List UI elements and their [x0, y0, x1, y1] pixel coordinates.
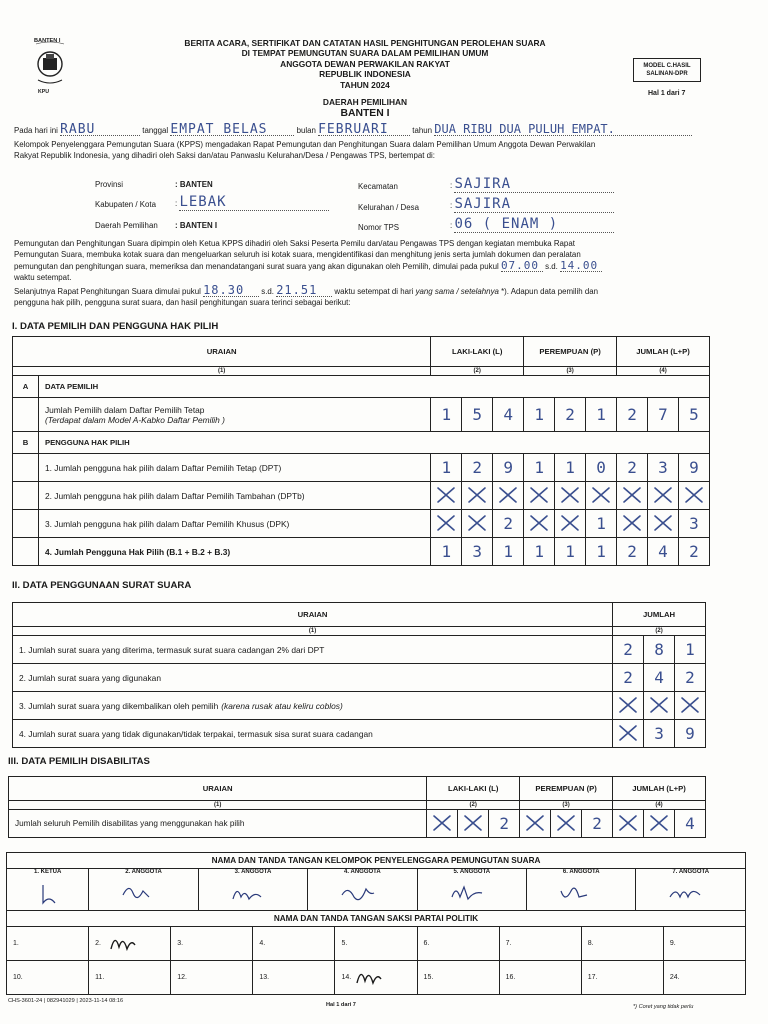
col-jumlah: JUMLAH (L+P) [613, 777, 706, 801]
tanggal-value: EMPAT BELAS [170, 124, 294, 136]
subsection-title: DATA PEMILIH [38, 376, 709, 398]
saksi-title: NAMA DAN TANDA TANGAN SAKSI PARTAI POLITIK [7, 911, 746, 927]
crossed-cell [520, 810, 551, 838]
saksi-signature-cell [335, 961, 417, 995]
saksi-number: 12. [177, 974, 187, 981]
row-label [13, 636, 613, 664]
digit-cell: 1 [493, 538, 524, 566]
start-time-2: 18.30 [203, 285, 259, 297]
section3-title: III. DATA PEMILIH DISABILITAS [8, 756, 150, 767]
crossed-cell [555, 482, 586, 510]
saksi-number: 15. [423, 974, 434, 981]
model-line: MODEL C.HASIL [643, 63, 691, 69]
intro-text: Rakyat Republik Indonesia, yang dihadiri oleh Saksi dan/atau Panwaslu Kelurahan/Desa / Pengawas TPS, bertempat di: [14, 151, 435, 160]
process-paragraph [14, 238, 759, 308]
crossed-cell [613, 810, 644, 838]
process-text: waktu setempat di hari [334, 287, 414, 296]
col-uraian: URAIAN [9, 777, 427, 801]
crossed-cell [524, 510, 555, 538]
crossed-cell [431, 482, 462, 510]
kpps-role-label: 7. ANGGOTA [672, 869, 710, 875]
title-line: DI TEMPAT PEMUNGUTAN SUARA DALAM PEMILIHAN UMUM [241, 48, 489, 59]
intro-text: Kelompok Penyelenggara Pemungutan Suara (KPPS) mengadakan Rapat Pemungutan dan Penghitungan Suara dalam Pemilihan Umum Anggota Dewan Perwakilan [14, 140, 596, 149]
crossed-cell [586, 482, 617, 510]
logo-bottom-text: KPU [38, 89, 49, 95]
section2-title: II. DATA PENGGUNAAN SURAT SUARA [12, 580, 192, 591]
table-row [13, 398, 710, 432]
digit-cell: 7 [648, 398, 679, 432]
digit-cell: 1 [586, 538, 617, 566]
kpps-signature-cell [198, 869, 307, 911]
row-label: 1. Jumlah pengguna hak pilih dalam Daftar Pemilih Tetap (DPT) [38, 454, 430, 482]
saksi-signature-cell [7, 961, 89, 995]
saksi-number: 11. [95, 974, 105, 981]
saksi-signature-row [7, 927, 746, 961]
digit-cell: 1 [524, 454, 555, 482]
digit-cell: 1 [431, 454, 462, 482]
sd-label: s.d. [545, 262, 558, 271]
row-label [13, 692, 613, 720]
crossed-cell [644, 810, 675, 838]
process-text: waktu setempat. [14, 273, 72, 282]
saksi-signature-cell [499, 927, 581, 961]
saksi-signature-cell [499, 961, 581, 995]
crossed-cell [617, 510, 648, 538]
daerah-value: BANTEN I [340, 108, 390, 119]
digit-cell: 0 [586, 454, 617, 482]
crossed-cell [462, 510, 493, 538]
crossed-cell [427, 810, 458, 838]
saksi-signature-cell [253, 927, 335, 961]
digit-cell: 2 [462, 454, 493, 482]
digit-cell: 4 [674, 810, 705, 838]
digit-cell: 2 [675, 664, 706, 692]
saksi-signature-cell [663, 927, 745, 961]
saksi-number: 1. [13, 940, 19, 947]
signature-mark [338, 881, 378, 907]
row-label-note: (karena rusak atau keliru coblos) [221, 700, 343, 711]
saksi-number: 3. [177, 940, 184, 947]
footer-note: *) Coret yang tidak perlu [633, 1004, 694, 1010]
crossed-cell [648, 482, 679, 510]
kelurahan-label: Kelurahan / Desa [358, 203, 419, 212]
subsection-title: PENGGUNA HAK PILIH [38, 432, 709, 454]
digit-cell: 2 [493, 510, 524, 538]
digit-cell: 2 [613, 664, 644, 692]
saksi-number: 24. [669, 974, 680, 981]
crossed-cell [524, 482, 555, 510]
kpps-signature-cell [417, 869, 526, 911]
row-label-text: 1. Jumlah surat suara yang diterima, termasuk surat suara cadangan 2% dari DPT [19, 644, 325, 655]
kpps-signature-cell [636, 869, 746, 911]
row-label: 3. Jumlah pengguna hak pilih dalam Daftar Pemilih Khusus (DPK) [38, 510, 430, 538]
signature-mark [107, 931, 137, 955]
title-line: BERITA ACARA, SERTIFIKAT DAN CATATAN HASIL PENGHITUNGAN PEROLEHAN SUARA [184, 38, 546, 48]
table-row [13, 720, 706, 748]
digit-cell: 1 [555, 538, 586, 566]
table-row [13, 692, 706, 720]
digit-cell: 2 [613, 636, 644, 664]
table-row [13, 636, 706, 664]
provinsi-value: BANTEN [179, 180, 213, 189]
col-number: (2) [431, 367, 524, 376]
kpps-role-label: 1. KETUA [33, 869, 62, 875]
intro-paragraph [14, 139, 759, 161]
crossed-cell [648, 510, 679, 538]
saksi-signature-cell [7, 927, 89, 961]
signature-mark [353, 965, 383, 989]
digit-cell: 4 [493, 398, 524, 432]
crossed-cell [458, 810, 489, 838]
digit-cell: 2 [617, 398, 648, 432]
blank-cell [13, 454, 39, 482]
kecamatan-label: Kecamatan [358, 182, 398, 191]
crossed-cell [617, 482, 648, 510]
section-code: A [13, 376, 39, 398]
saksi-number: 4. [259, 940, 266, 947]
bulan-value: FEBRUARI [318, 124, 410, 136]
saksi-signature-table [6, 910, 746, 995]
start-time-1: 07.00 [501, 260, 543, 272]
saksi-signature-cell [253, 961, 335, 995]
kpps-role-label: 5. ANGGOTA [453, 869, 491, 875]
kelurahan-value: SAJIRA [454, 196, 614, 213]
kpu-logo [28, 40, 72, 96]
saksi-signature-cell [171, 961, 253, 995]
hari-value: RABU [60, 124, 140, 136]
digit-cell: 1 [431, 538, 462, 566]
col-number: (4) [613, 801, 706, 810]
saksi-signature-cell [417, 961, 499, 995]
kpps-role-label: 4. ANGGOTA [344, 869, 381, 875]
logo-top-text: BANTEN I [34, 38, 61, 44]
table-row [13, 454, 710, 482]
intro-label: Pada hari ini [14, 126, 58, 135]
digit-cell: 8 [644, 636, 675, 664]
kabupaten-value: LEBAK [179, 194, 329, 211]
row-label [13, 664, 613, 692]
signature-mark [229, 881, 269, 907]
signature-mark [666, 881, 706, 907]
kpps-signature-cell [7, 869, 89, 911]
col-perempuan: PEREMPUAN (P) [524, 337, 617, 367]
col-jumlah: JUMLAH (L+P) [617, 337, 710, 367]
section2-table [12, 602, 706, 748]
daerah-field-value: BANTEN I [179, 221, 218, 230]
kpps-role-label: 3. ANGGOTA [234, 869, 272, 875]
saksi-number: 7. [505, 940, 512, 947]
provinsi-label: Provinsi [95, 180, 124, 189]
process-text: pemungutan dan penghitungan suara, memeriksa dan menandatangani surat suara yang akan digunakan oleh Pemilih, dimulai pada pukul [14, 262, 499, 271]
row-label-text: Jumlah Pemilih dalam Daftar Pemilih Tetap [44, 404, 205, 415]
crossed-cell [551, 810, 582, 838]
digit-cell: 3 [462, 538, 493, 566]
blank-cell [13, 510, 39, 538]
section1-table [12, 336, 710, 566]
digit-cell: 2 [617, 454, 648, 482]
saksi-signature-cell [663, 961, 745, 995]
signature-mark [557, 881, 597, 907]
kecamatan-value: SAJIRA [454, 176, 614, 193]
tahun-label: tahun [412, 126, 433, 135]
saksi-number: 5. [341, 940, 348, 947]
row-label: Jumlah seluruh Pemilih disabilitas yang menggunakan hak pilih [9, 810, 427, 838]
process-text: Pemungutan Suara, membuka kotak suara dan mengeluarkan seluruh isi kotak suara, mengidentifikasi dan menghitung jenis serta jumlah dokumen dan peralatan [14, 250, 581, 259]
crossed-cell [462, 482, 493, 510]
kpps-role-label: 6. ANGGOTA [562, 869, 600, 875]
row-label [13, 720, 613, 748]
kabupaten-label: Kabupaten / Kota [95, 200, 156, 209]
signature-mark [37, 881, 77, 907]
table-row [13, 510, 710, 538]
digit-cell: 3 [678, 510, 709, 538]
end-time-2: 21.51 [276, 285, 332, 297]
saksi-signature-cell [171, 927, 253, 961]
footer-code: CHS-3601-24 | 082941029 | 2023-11-14 08:16 [8, 998, 124, 1004]
crossed-cell [613, 720, 644, 748]
end-time-1: 14.00 [560, 260, 602, 272]
process-text: *). Adapun data pemilih dan [501, 287, 599, 296]
col-number: (3) [524, 367, 617, 376]
digit-cell: 5 [678, 398, 709, 432]
process-text-italic: yang sama / setelahnya [415, 287, 499, 296]
saksi-number: 8. [587, 940, 594, 947]
saksi-signature-cell [335, 927, 417, 961]
digit-cell: 2 [489, 810, 520, 838]
saksi-signature-row [7, 961, 746, 995]
model-box [633, 58, 701, 82]
daerah-field-label: Daerah Pemilihan [95, 221, 158, 230]
process-text: Selanjutnya Rapat Penghitungan Suara dimulai pukul [14, 287, 201, 296]
crossed-cell [493, 482, 524, 510]
row-label: 4. Jumlah Pengguna Hak Pilih (B.1 + B.2 + B.3) [38, 538, 430, 566]
intro-line [14, 124, 759, 136]
digit-cell: 1 [524, 398, 555, 432]
title-line: TAHUN 2024 [340, 79, 390, 90]
tanggal-label: tanggal [142, 126, 169, 135]
row-label-text: 2. Jumlah surat suara yang digunakan [19, 672, 161, 683]
kpps-signature-cell [89, 869, 198, 911]
bulan-label: bulan [296, 126, 316, 135]
section1-rows [13, 454, 710, 566]
section-code: B [13, 432, 39, 454]
saksi-signature-cell [581, 961, 663, 995]
digit-cell: 1 [431, 398, 462, 432]
digit-cell: 3 [648, 454, 679, 482]
blank-cell [13, 538, 39, 566]
signature-mark [119, 881, 159, 907]
daerah-label: DAERAH PEMILIHAN [322, 97, 408, 107]
table-row [13, 482, 710, 510]
saksi-signature-cell [89, 961, 171, 995]
col-number: (1) [13, 367, 431, 376]
sd-label: s.d. [261, 287, 274, 296]
digit-cell: 5 [462, 398, 493, 432]
section3-table [8, 776, 706, 838]
tps-value: 06 ( ENAM ) [454, 216, 614, 233]
table-row [13, 538, 710, 566]
row-label-note: (Terdapat dalam Model A-Kabko Daftar Pemilih ) [44, 414, 225, 425]
tps-label: Nomor TPS [358, 223, 400, 232]
saksi-number: 13. [259, 974, 270, 981]
kpps-signature-cell [527, 869, 636, 911]
crossed-cell [613, 692, 644, 720]
section2-rows [13, 636, 706, 748]
signature-mark [448, 881, 488, 907]
col-number: (2) [613, 627, 706, 636]
digit-cell: 9 [493, 454, 524, 482]
title-line: REPUBLIK INDONESIA [319, 69, 411, 80]
saksi-number: 2. [95, 940, 101, 947]
saksi-number: 14. [341, 974, 352, 981]
row-label: 2. Jumlah pengguna hak pilih dalam Daftar Pemilih Tambahan (DPTb) [38, 482, 430, 510]
crossed-cell [555, 510, 586, 538]
saksi-number: 17. [587, 974, 598, 981]
col-number: (2) [427, 801, 520, 810]
digit-cell: 2 [555, 398, 586, 432]
digit-cell: 9 [675, 720, 706, 748]
process-text: Pemungutan dan Penghitungan Suara dipimpin oleh Ketua KPPS dihadiri oleh Saksi Peserta Pemilu dan/atau Pengawas TPS dengan kegiatan membuka Rapat [14, 239, 575, 248]
col-laki: LAKI-LAKI (L) [431, 337, 524, 367]
kpps-signature-row [7, 869, 746, 911]
saksi-signature-cell [417, 927, 499, 961]
digit-cell: 2 [617, 538, 648, 566]
saksi-number: 10. [13, 974, 23, 981]
digit-cell: 1 [586, 398, 617, 432]
col-uraian: URAIAN [13, 337, 431, 367]
col-number: (1) [9, 801, 427, 810]
digit-cell: 1 [555, 454, 586, 482]
saksi-number: 9. [669, 940, 676, 947]
crossed-cell [644, 692, 675, 720]
col-perempuan: PEREMPUAN (P) [520, 777, 613, 801]
digit-cell: 3 [644, 720, 675, 748]
digit-cell: 1 [524, 538, 555, 566]
row-label-text: 3. Jumlah surat suara yang dikembalikan oleh pemilih [19, 700, 219, 711]
saksi-number: 6. [423, 940, 430, 947]
digit-cell: 1 [675, 636, 706, 664]
row-label [38, 398, 430, 432]
col-laki: LAKI-LAKI (L) [427, 777, 520, 801]
section1-title: I. DATA PEMILIH DAN PENGGUNA HAK PILIH [12, 321, 219, 332]
kpps-role-label: 2. ANGGOTA [125, 869, 162, 875]
process-text: pengguna hak pilih, pengguna surat suara, dan hasil penghitungan suara terinci sebagai berikut: [14, 298, 351, 307]
digit-cell: 4 [648, 538, 679, 566]
title-line: ANGGOTA DEWAN PERWAKILAN RAKYAT [280, 58, 450, 69]
tahun-value: DUA RIBU DUA PULUH EMPAT. [434, 124, 692, 136]
table-row [13, 664, 706, 692]
col-number: (4) [617, 367, 710, 376]
table-row [9, 810, 706, 838]
digit-cell: 2 [678, 538, 709, 566]
digit-cell: 2 [582, 810, 613, 838]
saksi-number: 16. [505, 974, 516, 981]
crossed-cell [431, 510, 462, 538]
page-indicator: Hal 1 dari 7 [648, 90, 686, 97]
col-jumlah: JUMLAH [613, 603, 706, 627]
digit-cell: 1 [586, 510, 617, 538]
crossed-cell [675, 692, 706, 720]
row-label-text: 4. Jumlah surat suara yang tidak digunakan/tidak terpakai, termasuk sisa surat suara cadangan [19, 728, 373, 739]
digit-cell: 4 [644, 664, 675, 692]
saksi-signature-cell [89, 927, 171, 961]
document-title [150, 38, 580, 90]
footer-page: Hal 1 dari 7 [326, 1002, 356, 1008]
model-line: SALINAN-DPR [646, 71, 688, 77]
kpps-signature-table [6, 852, 746, 911]
kpps-title: NAMA DAN TANDA TANGAN KELOMPOK PENYELENGGARA PEMUNGUTAN SUARA [7, 853, 746, 869]
col-number: (3) [520, 801, 613, 810]
location-fields: Provinsi : BANTEN Kabupaten / Kota : LEBAK Daerah Pemilihan : BANTEN I Kecamatan : SAJIRA Kelurahan / Desa : SAJIRA Nomor TPS : 06 ( ENAM ) [95, 180, 755, 234]
saksi-signature-cell [581, 927, 663, 961]
col-uraian: URAIAN [13, 603, 613, 627]
kpps-signature-cell [308, 869, 417, 911]
digit-cell: 9 [678, 454, 709, 482]
col-number: (1) [13, 627, 613, 636]
blank-cell [13, 482, 39, 510]
crossed-cell [678, 482, 709, 510]
daerah-heading [150, 97, 580, 119]
